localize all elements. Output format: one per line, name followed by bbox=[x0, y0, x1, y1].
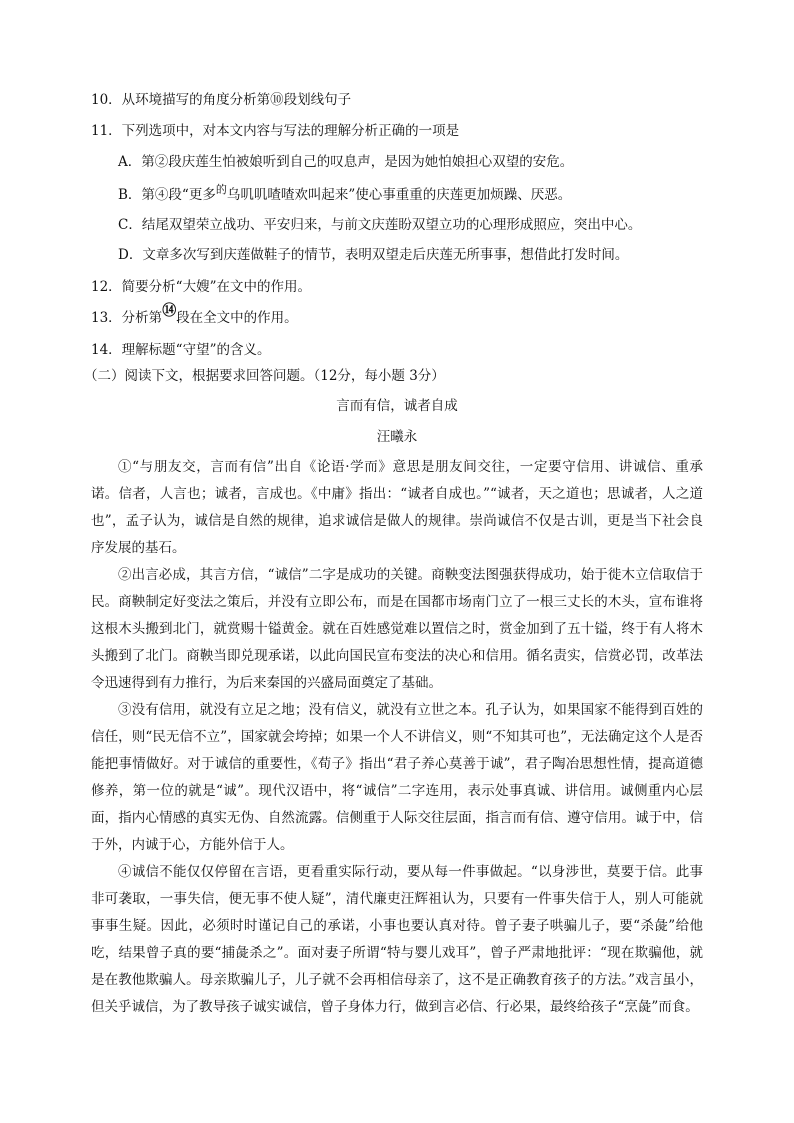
question-13 bbox=[91, 303, 298, 328]
article-title: 言而有信，诚者自成 bbox=[336, 398, 458, 414]
question-14: 14．理解标题“守望”的含义。 bbox=[91, 342, 271, 358]
option-c: C．结尾双望荣立战功、平安归来，与前文庆莲盼双望立功的心理形成照应，突出中心。 bbox=[118, 217, 642, 233]
option-b bbox=[118, 185, 571, 206]
question-12: 12．简要分析“大嫂”在文中的作用。 bbox=[91, 279, 311, 295]
option-b-text-end: 乌叽叽喳喳欢叫起来”使心事重重的庆莲更加烦躁、厌恶。 bbox=[226, 187, 572, 203]
question-10: 10．从环境描写的角度分析第⑩段划线句子 bbox=[91, 92, 352, 108]
question-13-text-start: 13．分析第 bbox=[91, 310, 163, 326]
option-a: A．第②段庆莲生怕被娘听到自己的叹息声，是因为她怕娘担心双望的安危。 bbox=[118, 154, 574, 170]
article-paragraph-3: ③没有信用，就没有立足之地；没有信义，就没有立世之本。孔子认为，如果国家不能得到百姓的信任，则“民无信不立”，国家就会垮掉；如果一个人不讲信义，则“不知其可也”，无法确定这个人是否能把事情做好。对于诚信的重要性，《荀子》指出“君子养心莫善于诚”，君子陶冶思想性情，提高道德修养，第一位的就是“诚”。现代汉语中，将“诚信”二字连用，表示处事真诚、讲信用。诚侧重内心层面，指内心情感的真实无伪、自然流露。信侧重于人际交往层面，指言而有信、遵守信用。诚于中，信于外，内诚于心，方能外信于人。 bbox=[91, 702, 703, 853]
question-13-text-end: 段在全文中的作用。 bbox=[176, 310, 298, 326]
question-11: 11．下列选项中，对本文内容与写法的理解分析正确的一项是 bbox=[91, 123, 460, 139]
section-2-header: （二）阅读下文，根据要求回答问题。（12分，每小题 3分） bbox=[84, 368, 445, 384]
article-paragraph-1: ①“与朋友交，言而有信”出自《论语·学而》意思是朋友间交往，一定要守信用、讲诚信、重承诺。信者，人言也；诚者，言成也。《中庸》指出：“诚者自成也。”“诚者，天之道也；思诚者，人之道也”，孟子认为，诚信是自然的规律，追求诚信是做人的规律。崇尚诚信不仅是古训，更是当下社会良序发展的基石。 bbox=[91, 459, 703, 556]
article-body bbox=[91, 454, 703, 1021]
option-b-text-start: B．第④段“更多 bbox=[118, 187, 216, 203]
paragraph-number-mark: ⑭ bbox=[162, 303, 177, 319]
article-paragraph-2: ②出言必成，其言方信，“诚信”二字是成功的关键。商鞅变法图强获得成功，始于徙木立信取信于民。商鞅制定好变法之策后，并没有立即公布，而是在国都市场南门立了一根三丈长的木头，宣布谁将这根木头搬到北门，就赏赐十镒黄金。就在百姓感觉难以置信之时，赏金加到了五十镒，终于有人将木头搬到了北门。商鞅当即兑现承诺，以此向国民宣布变法的决心和信用。循名责实，信赏必罚，改革法令迅速得到有力推行，为后来秦国的兴盛局面奠定了基础。 bbox=[91, 567, 703, 691]
option-d: D．文章多次写到庆莲做鞋子的情节，表明双望走后庆莲无所事事，想借此打发时间。 bbox=[118, 247, 629, 263]
article-paragraph-4: ④诚信不能仅仅停留在言语，更看重实际行动，要从每一件事做起。“以身涉世，莫要于信。此事非可袭取，一事失信，便无事不使人疑”，清代廉吏汪辉祖认为，只要有一件事失信于人，别人可能就事事生疑。因此，必须时时谨记自己的承诺，小事也要认真对待。曾子妻子哄骗儿子，要“杀彘”给他吃，结果曾子真的要“捕彘杀之”。面对妻子所谓“特与婴儿戏耳”，曾子严肃地批评：“现在欺骗他，就是在教他欺骗人。母亲欺骗儿子，儿子就不会再相信母亲了，这不是正确教育孩子的方法。”戏言虽小，但关乎诚信，为了教导孩子诚实诚信，曾子身体力行，做到言必信、行必果，最终给孩子“烹彘”而食。 bbox=[91, 864, 703, 1015]
article-author: 汪曦永 bbox=[376, 429, 418, 445]
option-b-small-char: 的 bbox=[215, 183, 227, 196]
